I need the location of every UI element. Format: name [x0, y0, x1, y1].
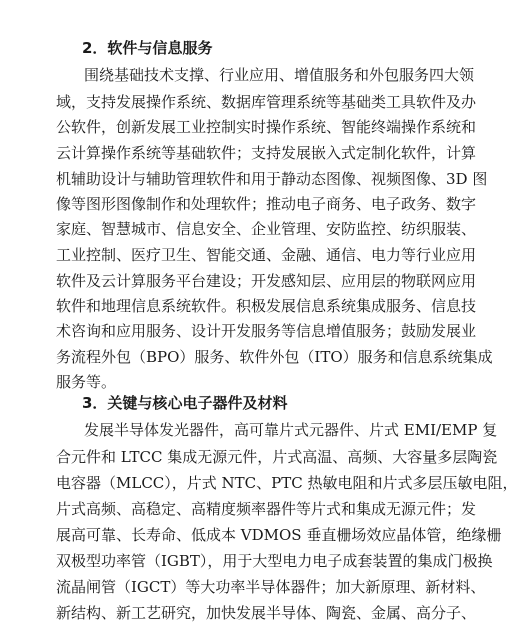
paragraph-line: 家庭、智慧城市、信息安全、企业管理、安防监控、纺织服装、 — [56, 220, 477, 238]
section-heading-software: 2．软件与信息服务 — [82, 39, 213, 57]
paragraph-line: 合元件和 LTCC 集成无源元件，片式高温、高频、大容量多层陶瓷 — [56, 448, 498, 466]
paragraph-line: 展高可靠、长寿命、低成本 VDMOS 垂直栅场效应晶体管，绝缘栅 — [56, 526, 502, 544]
paragraph-line: 务流程外包（BPO）服务、软件外包（ITO）服务和信息系统集成 — [56, 348, 493, 366]
paragraph-line: 新结构、新工艺研究，加快发展半导体、陶瓷、金属、高分子、 — [56, 604, 477, 622]
paragraph-line: 发展半导体发光器件，高可靠片式元器件、片式 EMI/EMP 复 — [84, 421, 498, 439]
paragraph-line: 流晶闸管（IGCT）等大功率半导体器件；加大新原理、新材料、 — [56, 578, 486, 596]
paragraph-line: 双极型功率管（IGBT），用于大型电力电子成套装置的集成门极换 — [56, 552, 493, 570]
section-heading-electronics: 3．关键与核心电子器件及材料 — [82, 394, 288, 412]
paragraph-line: 机辅助设计与辅助管理软件和用于静动态图像、视频图像、3D 图 — [56, 170, 488, 188]
paragraph-line: 像等图形图像制作和处理软件；推动电子商务、电子政务、数字 — [56, 195, 477, 213]
paragraph-line: 云计算操作系统等基础软件；支持发展嵌入式定制化软件，计算 — [56, 144, 477, 162]
paragraph-line: 片式高频、高稳定、高精度频率器件等片式和集成无源元件；发 — [56, 500, 477, 518]
paragraph-line: 域，支持发展操作系统、数据库管理系统等基础类工具软件及办 — [56, 93, 477, 111]
paragraph-line: 电容器（MLCC），片式 NTC、PTC 热敏电阻和片式多层压敏电阻， — [56, 474, 518, 492]
paragraph-line: 公软件，创新发展工业控制实时操作系统、智能终端操作系统和 — [56, 118, 477, 136]
paragraph-line: 软件和地理信息系统软件。积极发展信息系统集成服务、信息技 — [56, 297, 477, 315]
paragraph-line: 软件及云计算服务平台建设；开发感知层、应用层的物联网应用 — [56, 272, 477, 290]
paragraph-line: 术咨询和应用服务、设计开发服务等信息增值服务；鼓励发展业 — [56, 322, 477, 340]
paragraph-line: 工业控制、医疗卫生、智能交通、金融、通信、电力等行业应用 — [56, 246, 477, 264]
paragraph-line: 服务等。 — [56, 373, 117, 391]
paragraph-line: 围绕基础技术支撑、行业应用、增值服务和外包服务四大领 — [84, 66, 475, 84]
